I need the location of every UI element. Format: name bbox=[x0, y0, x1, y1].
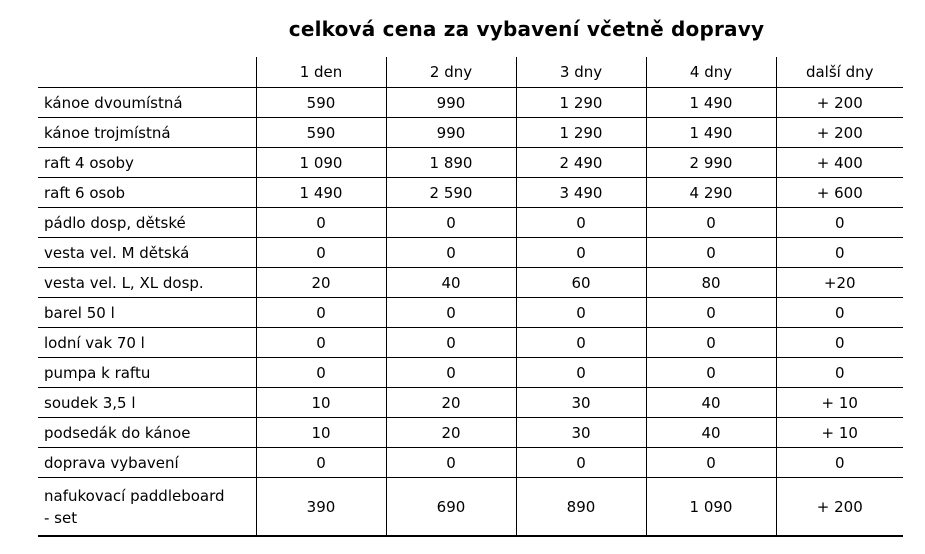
price-cell: 30 bbox=[516, 418, 646, 448]
price-cell: 2 490 bbox=[516, 148, 646, 178]
table-row bbox=[38, 208, 903, 238]
price-cell: 3 490 bbox=[516, 178, 646, 208]
price-cell: 0 bbox=[256, 358, 386, 388]
price-cell: 590 bbox=[256, 88, 386, 118]
table-row bbox=[38, 88, 903, 118]
price-cell: 0 bbox=[256, 448, 386, 478]
table-title: celková cena za vybavení včetně dopravy bbox=[288, 17, 765, 41]
price-cell: 0 bbox=[386, 358, 516, 388]
price-cell: 990 bbox=[386, 118, 516, 148]
price-cell: 890 bbox=[516, 478, 646, 537]
price-cell: 0 bbox=[386, 328, 516, 358]
price-cell: 60 bbox=[516, 268, 646, 298]
price-cell: 0 bbox=[516, 208, 646, 238]
price-cell: 80 bbox=[646, 268, 776, 298]
row-label: lodní vak 70 l bbox=[38, 328, 256, 358]
price-cell: 0 bbox=[516, 448, 646, 478]
price-cell: 30 bbox=[516, 388, 646, 418]
price-cell: 40 bbox=[646, 418, 776, 448]
price-cell: 0 bbox=[776, 298, 903, 328]
price-cell: +20 bbox=[776, 268, 903, 298]
row-label: pádlo dosp, dětské bbox=[38, 208, 256, 238]
table-row bbox=[38, 178, 903, 208]
table-row bbox=[38, 238, 903, 268]
price-cell: 1 490 bbox=[646, 88, 776, 118]
table-row bbox=[38, 328, 903, 358]
price-cell: 0 bbox=[646, 358, 776, 388]
price-cell: 0 bbox=[776, 328, 903, 358]
row-label: kánoe dvoumístná bbox=[38, 88, 256, 118]
price-cell: 1 490 bbox=[646, 118, 776, 148]
price-cell: 20 bbox=[386, 388, 516, 418]
row-label: nafukovací paddleboard - set bbox=[38, 478, 256, 537]
row-label: raft 6 osob bbox=[38, 178, 256, 208]
price-cell: 0 bbox=[646, 448, 776, 478]
price-cell: 0 bbox=[386, 448, 516, 478]
price-cell: 1 090 bbox=[646, 478, 776, 537]
price-cell: 0 bbox=[256, 208, 386, 238]
price-table bbox=[38, 57, 903, 537]
price-cell: 990 bbox=[386, 88, 516, 118]
table-header-row bbox=[38, 57, 903, 88]
header-cell-dalsi-dny: další dny bbox=[776, 57, 903, 88]
price-cell: + 200 bbox=[776, 118, 903, 148]
table-row bbox=[38, 448, 903, 478]
table-row bbox=[38, 118, 903, 148]
price-cell: 390 bbox=[256, 478, 386, 537]
price-cell: 20 bbox=[256, 268, 386, 298]
row-label: raft 4 osoby bbox=[38, 148, 256, 178]
price-cell: 0 bbox=[256, 328, 386, 358]
price-cell: 10 bbox=[256, 418, 386, 448]
header-cell-3-dny: 3 dny bbox=[516, 57, 646, 88]
row-label: vesta vel. M dětská bbox=[38, 238, 256, 268]
price-cell: 40 bbox=[646, 388, 776, 418]
table-row bbox=[38, 478, 903, 537]
price-cell: 0 bbox=[646, 298, 776, 328]
price-cell: 0 bbox=[776, 448, 903, 478]
price-cell: 0 bbox=[256, 298, 386, 328]
price-cell: 4 290 bbox=[646, 178, 776, 208]
price-cell: 40 bbox=[386, 268, 516, 298]
price-cell: + 10 bbox=[776, 388, 903, 418]
table-row bbox=[38, 358, 903, 388]
row-label: pumpa k raftu bbox=[38, 358, 256, 388]
price-cell: 590 bbox=[256, 118, 386, 148]
price-cell: + 200 bbox=[776, 88, 903, 118]
price-cell: 0 bbox=[386, 238, 516, 268]
price-cell: 0 bbox=[776, 358, 903, 388]
header-cell-empty bbox=[38, 57, 256, 88]
price-cell: 0 bbox=[516, 328, 646, 358]
price-cell: 0 bbox=[776, 208, 903, 238]
price-cell: + 400 bbox=[776, 148, 903, 178]
price-cell: 0 bbox=[776, 238, 903, 268]
row-label: kánoe trojmístná bbox=[38, 118, 256, 148]
price-cell: + 200 bbox=[776, 478, 903, 537]
row-label: podsedák do kánoe bbox=[38, 418, 256, 448]
price-cell: 2 590 bbox=[386, 178, 516, 208]
price-cell: + 10 bbox=[776, 418, 903, 448]
table-row bbox=[38, 418, 903, 448]
header-cell-1-den: 1 den bbox=[256, 57, 386, 88]
table-row bbox=[38, 268, 903, 298]
price-cell: + 600 bbox=[776, 178, 903, 208]
price-cell: 20 bbox=[386, 418, 516, 448]
price-cell: 0 bbox=[516, 238, 646, 268]
header-cell-4-dny: 4 dny bbox=[646, 57, 776, 88]
row-label: doprava vybavení bbox=[38, 448, 256, 478]
price-cell: 1 290 bbox=[516, 88, 646, 118]
price-cell: 0 bbox=[646, 238, 776, 268]
price-cell: 0 bbox=[516, 298, 646, 328]
price-cell: 2 990 bbox=[646, 148, 776, 178]
price-cell: 0 bbox=[386, 298, 516, 328]
row-label: barel 50 l bbox=[38, 298, 256, 328]
price-cell: 0 bbox=[646, 328, 776, 358]
table-row bbox=[38, 298, 903, 328]
price-cell: 0 bbox=[516, 358, 646, 388]
table-row bbox=[38, 388, 903, 418]
table-row bbox=[38, 148, 903, 178]
price-cell: 0 bbox=[256, 238, 386, 268]
price-cell: 690 bbox=[386, 478, 516, 537]
price-cell: 1 490 bbox=[256, 178, 386, 208]
header-cell-2-dny: 2 dny bbox=[386, 57, 516, 88]
price-cell: 0 bbox=[646, 208, 776, 238]
price-cell: 10 bbox=[256, 388, 386, 418]
row-label: vesta vel. L, XL dosp. bbox=[38, 268, 256, 298]
price-cell: 1 890 bbox=[386, 148, 516, 178]
row-label: soudek 3,5 l bbox=[38, 388, 256, 418]
price-cell: 1 090 bbox=[256, 148, 386, 178]
price-cell: 0 bbox=[386, 208, 516, 238]
price-cell: 1 290 bbox=[516, 118, 646, 148]
